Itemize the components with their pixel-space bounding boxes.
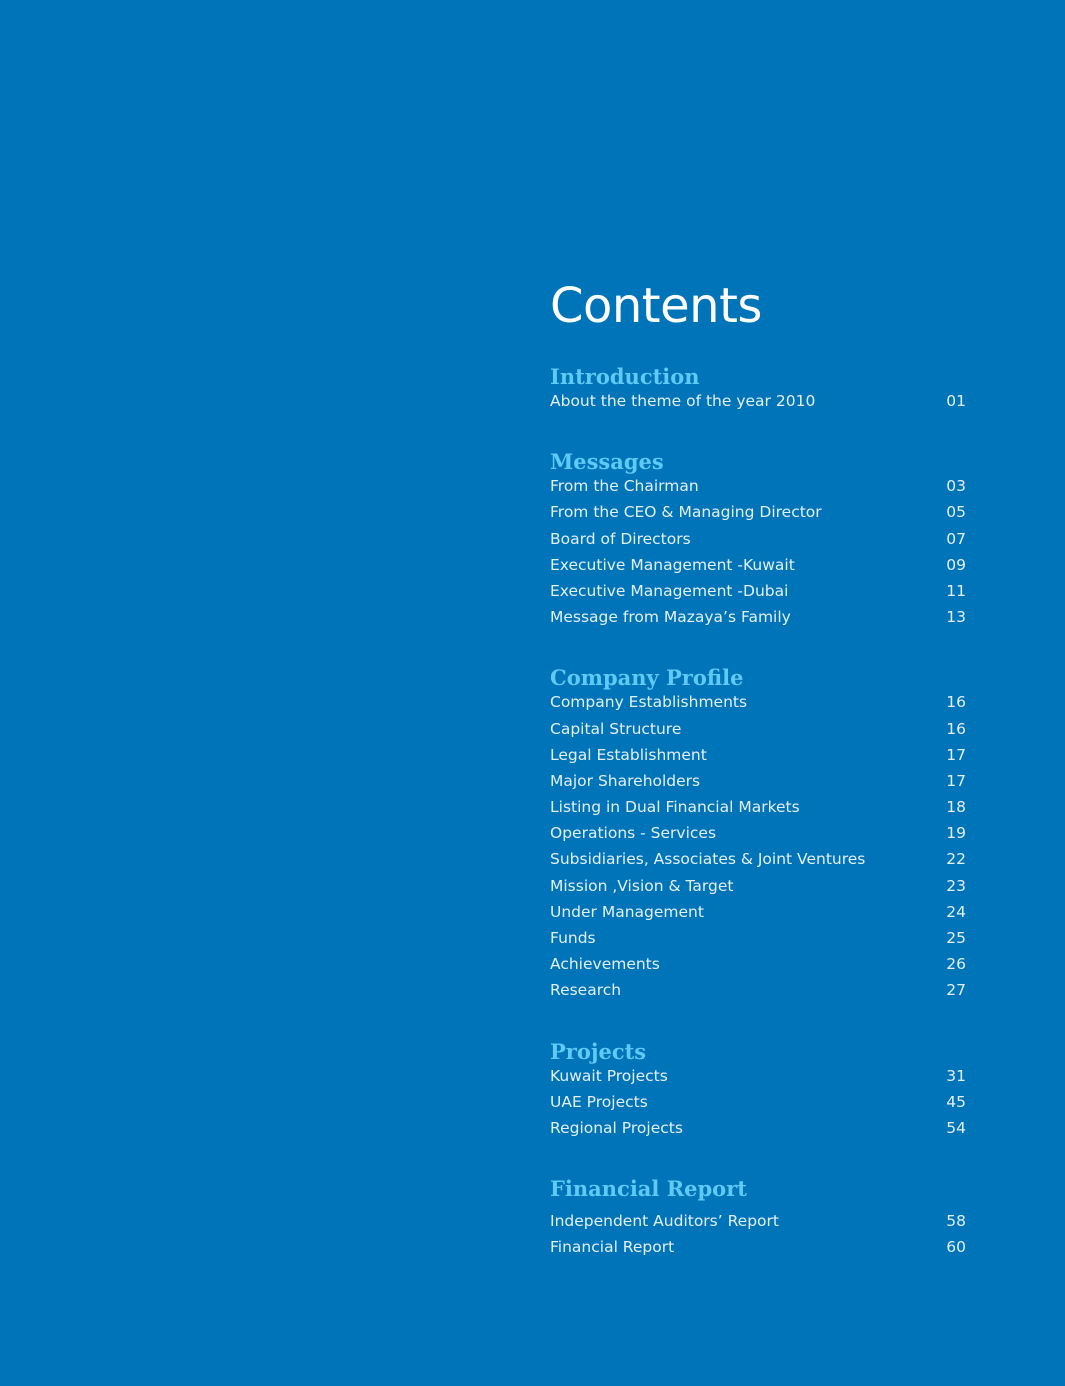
- toc-entry-page: 13: [946, 608, 966, 627]
- toc-entry[interactable]: [550, 1093, 968, 1119]
- toc-entry-label: Mission ,Vision & Target: [550, 876, 734, 895]
- toc-entry-label: Financial Report: [550, 1238, 675, 1257]
- toc-section-introduction: [550, 364, 968, 418]
- table-of-contents: [550, 278, 968, 1265]
- toc-entry-page: 22: [946, 850, 966, 869]
- toc-section-company-profile: [550, 665, 968, 1007]
- toc-entry-label: Funds: [550, 929, 596, 947]
- toc-entry[interactable]: [550, 556, 968, 582]
- toc-entry-label: Achievements: [550, 955, 660, 974]
- toc-entry-label: Listing in Dual Financial Markets: [550, 798, 800, 817]
- toc-entry-label: Company Establishments: [550, 693, 748, 712]
- toc-entry-label: Major Shareholders: [550, 771, 701, 790]
- toc-entry-label: Independent Auditors’ Report: [550, 1212, 779, 1231]
- toc-entry[interactable]: [550, 1238, 968, 1264]
- toc-entry[interactable]: [550, 720, 968, 746]
- toc-entry[interactable]: [550, 392, 968, 418]
- toc-entry-page: 45: [946, 1092, 966, 1111]
- toc-entry[interactable]: [550, 693, 968, 719]
- toc-section-financial-report: [550, 1176, 968, 1264]
- toc-entry-page: 17: [946, 771, 966, 790]
- toc-entry[interactable]: [550, 582, 968, 608]
- toc-entry-page: 23: [946, 876, 966, 895]
- toc-entry[interactable]: [550, 798, 968, 824]
- section-heading: Messages: [550, 449, 664, 475]
- toc-entry-page: 07: [946, 529, 966, 548]
- toc-entry-label: About the theme of the year 2010: [550, 392, 816, 410]
- toc-entry-page: 26: [946, 955, 966, 974]
- toc-entry-page: 31: [946, 1066, 966, 1085]
- toc-entry-label: Executive Management -Dubai: [550, 581, 789, 600]
- toc-entry-page: 11: [946, 581, 966, 600]
- toc-entry[interactable]: [550, 903, 968, 929]
- section-heading: Financial Report: [550, 1176, 747, 1202]
- toc-entry[interactable]: [550, 772, 968, 798]
- toc-entry-page: 18: [946, 798, 966, 817]
- section-heading: Introduction: [550, 364, 700, 389]
- toc-section-messages: [550, 449, 968, 634]
- toc-entry-page: 54: [946, 1118, 966, 1137]
- toc-entry-label: Subsidiaries, Associates & Joint Ventures: [550, 850, 866, 869]
- toc-entry-page: 05: [946, 503, 966, 522]
- toc-entry-label: From the Chairman: [550, 477, 699, 496]
- toc-entry-label: Research: [550, 981, 622, 1000]
- toc-entry-page: 25: [946, 929, 966, 947]
- toc-entry[interactable]: [550, 503, 968, 529]
- toc-entry-page: 03: [946, 477, 966, 496]
- toc-entry-label: Message from Mazaya’s Family: [550, 608, 791, 627]
- toc-entry-label: Board of Directors: [550, 529, 691, 548]
- toc-entry[interactable]: [550, 929, 968, 955]
- toc-entry-page: 58: [946, 1212, 966, 1231]
- toc-entry-page: 19: [946, 824, 966, 843]
- toc-entry-label: From the CEO & Managing Director: [550, 503, 822, 522]
- toc-entry[interactable]: [550, 1212, 968, 1238]
- toc-entry-label: Kuwait Projects: [550, 1066, 668, 1085]
- toc-entry-page: 17: [946, 745, 966, 764]
- toc-entry-page: 09: [946, 555, 966, 574]
- toc-entry-label: Under Management: [550, 902, 704, 921]
- toc-entry-page: 24: [946, 902, 966, 921]
- toc-entry-label: Operations - Services: [550, 824, 717, 843]
- toc-entry[interactable]: [550, 1067, 968, 1093]
- toc-entry[interactable]: [550, 1119, 968, 1145]
- toc-entry[interactable]: [550, 981, 968, 1007]
- toc-entry-page: 16: [946, 719, 966, 738]
- toc-entry[interactable]: [550, 850, 968, 876]
- toc-entry-label: Legal Establishment: [550, 745, 707, 764]
- toc-entry[interactable]: [550, 477, 968, 503]
- section-heading: Company Profile: [550, 665, 744, 691]
- toc-entry-label: UAE Projects: [550, 1092, 648, 1111]
- toc-entry-page: 16: [946, 693, 966, 712]
- toc-entry[interactable]: [550, 877, 968, 903]
- toc-entry[interactable]: [550, 824, 968, 850]
- toc-entry[interactable]: [550, 608, 968, 634]
- toc-entry-page: 60: [946, 1238, 966, 1257]
- section-heading: Projects: [550, 1038, 647, 1064]
- toc-entry[interactable]: [550, 530, 968, 556]
- toc-section-projects: [550, 1039, 968, 1146]
- toc-entry[interactable]: [550, 746, 968, 772]
- toc-entry-page: 01: [946, 392, 966, 410]
- toc-entry-label: Regional Projects: [550, 1118, 683, 1137]
- toc-entry-page: 27: [946, 981, 966, 1000]
- toc-entry-label: Capital Structure: [550, 719, 682, 738]
- page-title: Contents: [550, 278, 762, 334]
- toc-entry[interactable]: [550, 955, 968, 981]
- toc-entry-label: Executive Management -Kuwait: [550, 555, 795, 574]
